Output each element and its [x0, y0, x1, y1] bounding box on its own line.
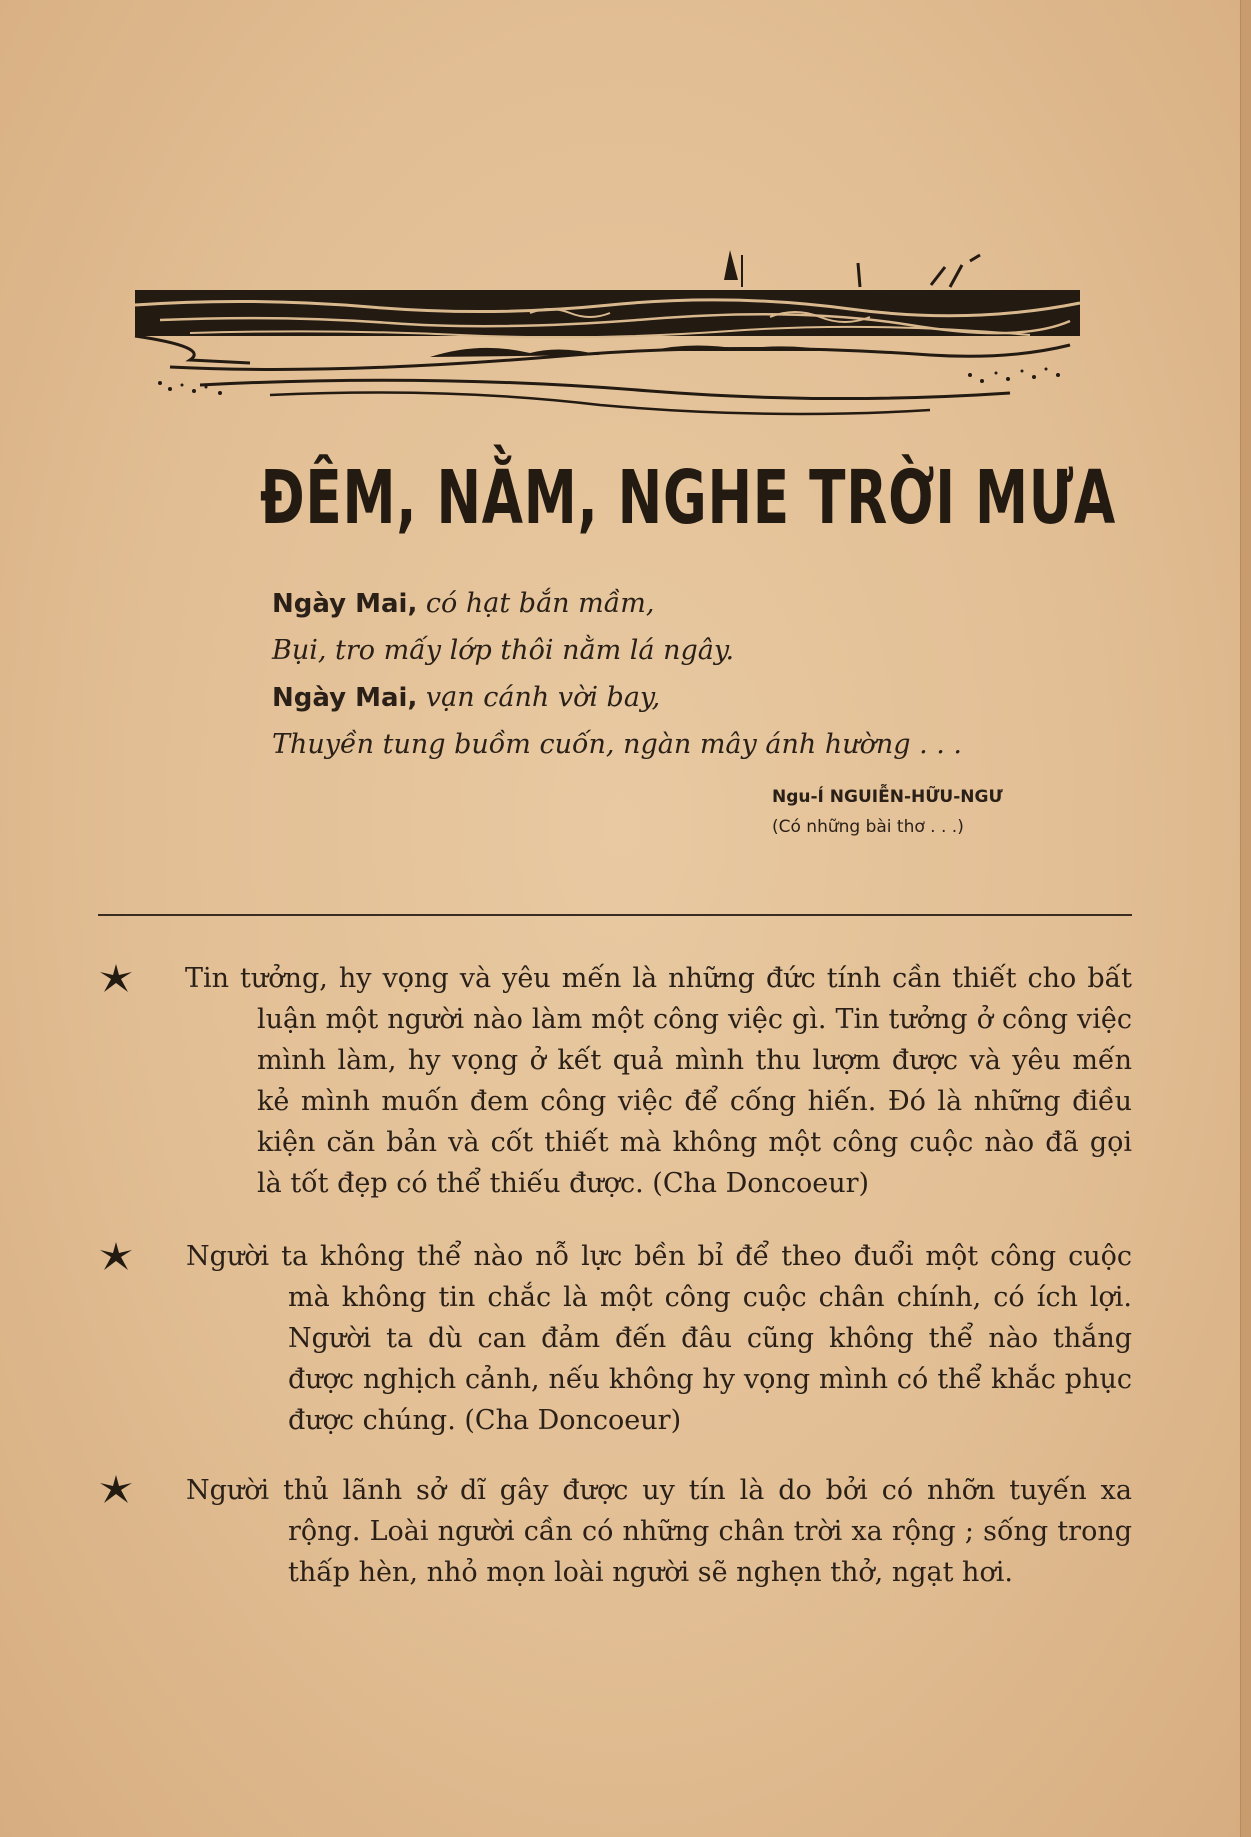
attribution-author: Ngu-Í NGUIỄN-HỮU-NGƯ — [772, 787, 1003, 807]
poem-line: Thuyền tung buồm cuốn, ngàn mây ánh hường . . . — [272, 729, 963, 760]
star-bullet-icon — [98, 1240, 134, 1272]
poem-line: Ngày Mai, vạn cánh vời bay, — [272, 682, 661, 713]
poem-attribution — [772, 782, 1072, 842]
page-title: ĐÊM, NẰM, NGHE TRỜI MƯA — [260, 455, 1116, 541]
epigraph-poem — [272, 580, 1072, 768]
quote-paragraph: Người thủ lãnh sở dĩ gây được uy tín là do bởi có nhỡn tuyến xa rộng. Loài người cần có những chân trời xa rộng ; sống trong thấp hèn, nhỏ mọn loài người sẽ nghẹn thở, ngạt hơi. — [186, 1475, 1132, 1588]
quote-paragraph: Người ta không thể nào nỗ lực bền bỉ để theo đuổi một công cuộc mà không tin chắc là một công cuộc chân chính, có ích lợi. Người ta dù can đảm đến đâu cũng không thể nào thắng được nghịch cảnh, nếu không hy vọng mình có thể khắc phục được chúng. (Cha Doncoeur) — [186, 1241, 1132, 1436]
seascape-illustration — [130, 245, 1090, 425]
star-bullet-icon — [98, 1473, 134, 1505]
star-bullet-icon — [98, 962, 134, 994]
section-divider — [98, 914, 1132, 916]
attribution-source: (Có những bài thơ . . .) — [772, 817, 964, 837]
page-edge — [1240, 0, 1251, 1837]
quote-paragraph: Tin tưởng, hy vọng và yêu mến là những đức tính cần thiết cho bất luận một người nào làm một công việc gì. Tin tưởng ở công việc mình làm, hy vọng ở kết quả mình thu lượm được và yêu mến kẻ mình muốn đem công việc để cống hiến. Đó là những điều kiện căn bản và cốt thiết mà không một công cuộc nào đã gọi là tốt đẹp có thể thiếu được. (Cha Doncoeur) — [185, 963, 1132, 1199]
poem-line: Bụi, tro mấy lớp thôi nằm lá ngây. — [272, 635, 735, 666]
poem-line: Ngày Mai, có hạt bắn mầm, — [272, 588, 655, 619]
